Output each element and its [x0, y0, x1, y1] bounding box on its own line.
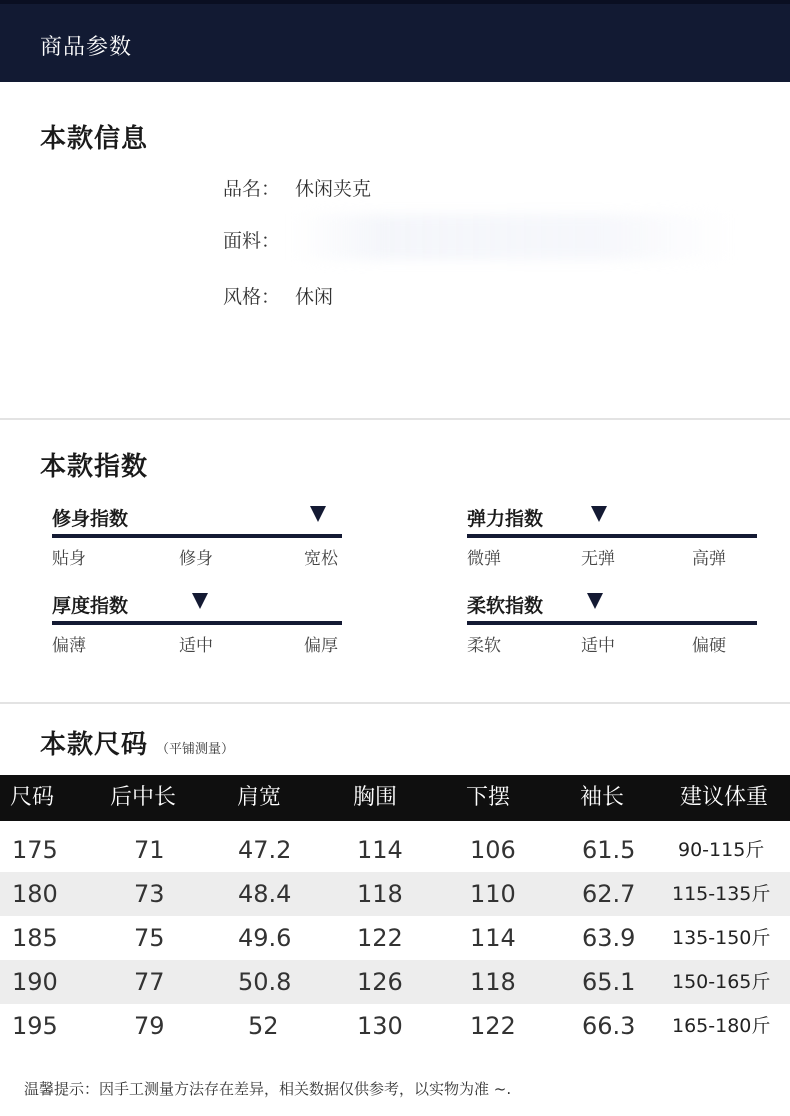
index-level-mid: 适中: [581, 636, 615, 656]
info-row-name: [223, 174, 371, 201]
size-title-note: （平铺测量）: [156, 742, 235, 757]
index-section-title: 本款指数: [40, 452, 149, 482]
table-cell: 77: [134, 968, 165, 996]
footer-tip: 温馨提示：因手工测量方法存在差异，相关数据仅供参考，以实物为准 ~.: [24, 1080, 512, 1098]
index-level-high: 偏厚: [304, 636, 338, 656]
table-cell: 50.8: [238, 968, 292, 996]
info-row-fabric: [223, 226, 295, 253]
index-scale-line: [467, 621, 757, 625]
table-cell: 63.9: [582, 924, 636, 952]
info-value: 休闲: [295, 286, 334, 308]
table-cell: 66.3: [582, 1012, 636, 1040]
table-row: [0, 960, 790, 1004]
index-level-low: 柔软: [467, 636, 501, 656]
col-header-chest: 胸围: [353, 785, 398, 810]
info-label: 风格：: [223, 286, 281, 308]
col-header-back-length: 后中长: [110, 785, 177, 810]
index-name: 修身指数: [52, 508, 129, 530]
table-cell: 110: [470, 880, 516, 908]
info-value: 休闲夹克: [295, 178, 372, 200]
table-row: [0, 828, 790, 872]
size-table-header: [0, 775, 790, 821]
index-name: 弹力指数: [467, 508, 544, 530]
header-title: 商品参数: [40, 35, 133, 60]
index-level-mid: 适中: [179, 636, 213, 656]
index-level-low: 贴身: [52, 549, 86, 569]
section-divider: [0, 702, 790, 704]
table-cell: 165-180斤: [672, 1015, 771, 1037]
blurred-fabric-value: [292, 214, 732, 260]
index-marker-icon: [587, 593, 603, 609]
index-marker-icon: [192, 593, 208, 609]
table-row: [0, 872, 790, 916]
info-label: 品名：: [223, 178, 281, 200]
table-cell: 130: [357, 1012, 403, 1040]
index-level-low: 偏薄: [52, 636, 86, 656]
table-cell: 90-115斤: [678, 839, 765, 861]
index-level-low: 微弹: [467, 549, 501, 569]
table-cell: 73: [134, 880, 165, 908]
table-cell: 114: [357, 836, 403, 864]
table-cell: 175: [12, 836, 58, 864]
table-cell: 115-135斤: [672, 883, 771, 905]
size-table: [0, 775, 790, 1040]
col-header-shoulder: 肩宽: [237, 785, 282, 810]
info-section-title: 本款信息: [40, 124, 149, 154]
table-cell: 180: [12, 880, 58, 908]
table-cell: 75: [134, 924, 165, 952]
table-cell: 79: [134, 1012, 165, 1040]
col-header-weight: 建议体重: [680, 785, 769, 810]
table-cell: 190: [12, 968, 58, 996]
table-cell: 47.2: [238, 836, 292, 864]
index-level-high: 高弹: [692, 549, 726, 569]
index-marker-icon: [310, 506, 326, 522]
index-name: 厚度指数: [52, 595, 129, 617]
table-cell: 195: [12, 1012, 58, 1040]
table-cell: 49.6: [238, 924, 292, 952]
table-cell: 122: [470, 1012, 516, 1040]
header-bar: [0, 0, 790, 82]
table-cell: 185: [12, 924, 58, 952]
index-scale-line: [52, 621, 342, 625]
table-cell: 48.4: [238, 880, 292, 908]
table-cell: 106: [470, 836, 516, 864]
table-cell: 118: [470, 968, 516, 996]
index-name: 柔软指数: [467, 595, 544, 617]
info-row-style: [223, 282, 333, 309]
index-level-high: 宽松: [304, 549, 338, 569]
index-level-high: 偏硬: [692, 636, 726, 656]
table-cell: 126: [357, 968, 403, 996]
section-divider: [0, 418, 790, 420]
col-header-size: 尺码: [10, 785, 55, 810]
table-cell: 71: [134, 836, 165, 864]
table-cell: 118: [357, 880, 403, 908]
table-cell: 114: [470, 924, 516, 952]
table-cell: 61.5: [582, 836, 636, 864]
index-level-mid: 无弹: [581, 549, 615, 569]
size-section-title: [40, 724, 234, 761]
table-row: [0, 916, 790, 960]
index-scale-line: [467, 534, 757, 538]
size-title-text: 本款尺码: [40, 730, 149, 760]
table-cell: 135-150斤: [672, 927, 771, 949]
table-cell: 150-165斤: [672, 971, 771, 993]
info-label: 面料：: [223, 230, 281, 252]
table-row: [0, 1004, 790, 1048]
col-header-sleeve: 袖长: [580, 785, 625, 810]
col-header-hem: 下摆: [466, 785, 511, 810]
table-cell: 65.1: [582, 968, 636, 996]
index-scale-line: [52, 534, 342, 538]
table-cell: 122: [357, 924, 403, 952]
table-cell: 62.7: [582, 880, 636, 908]
table-cell: 52: [248, 1012, 279, 1040]
index-level-mid: 修身: [179, 549, 213, 569]
index-marker-icon: [591, 506, 607, 522]
